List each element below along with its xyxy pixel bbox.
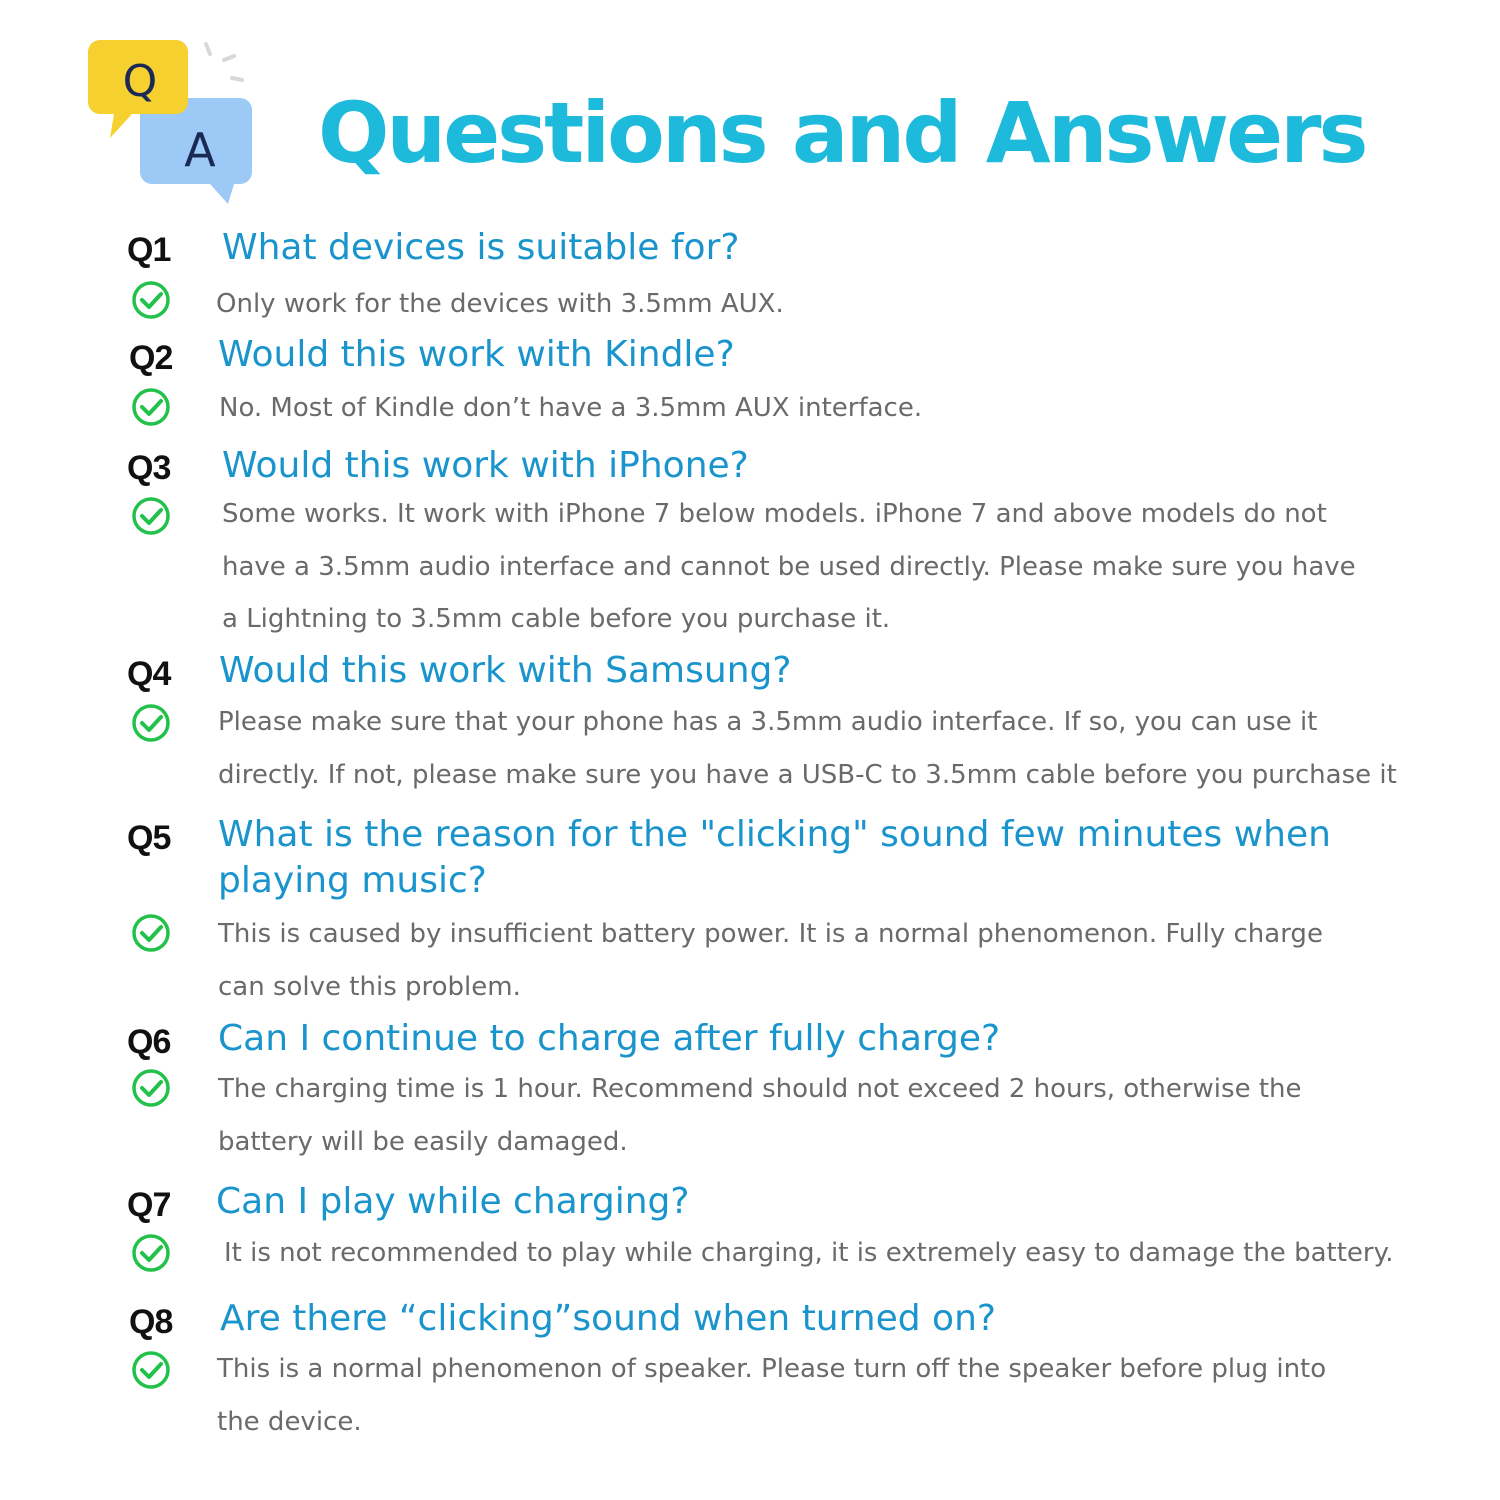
question-text-q4: Would this work with Samsung? — [219, 650, 792, 691]
answer-line: Only work for the devices with 3.5mm AUX. — [216, 289, 784, 319]
answer-line: battery will be easily damaged. — [218, 1127, 628, 1157]
question-text-q3: Would this work with iPhone? — [222, 445, 749, 486]
answer-line: This is a normal phenomenon of speaker. Please turn off the speaker before plug into — [217, 1354, 1327, 1384]
answer-line: Some works. It work with iPhone 7 below models. iPhone 7 and above models do not — [222, 499, 1327, 529]
answer-line: Please make sure that your phone has a 3.5mm audio interface. If so, you can use it — [218, 707, 1318, 737]
check-circle-icon — [131, 496, 171, 536]
question-label-q3: Q3 — [127, 449, 171, 487]
question-label-q6: Q6 — [127, 1023, 171, 1061]
answer-line: can solve this problem. — [218, 972, 521, 1002]
question-label-q5: Q5 — [127, 819, 171, 857]
question-text-q7: Can I play while charging? — [216, 1181, 690, 1222]
answer-line: directly. If not, please make sure you have a USB-C to 3.5mm cable before you purchase it — [218, 760, 1397, 790]
check-circle-icon — [131, 703, 171, 743]
question-label-q7: Q7 — [127, 1186, 171, 1224]
check-circle-icon — [131, 1350, 171, 1390]
question-label-q4: Q4 — [127, 655, 171, 693]
question-text-q5-line2: playing music? — [218, 860, 487, 901]
question-label-q2: Q2 — [129, 339, 173, 377]
answer-line: It is not recommended to play while charging, it is extremely easy to damage the battery. — [224, 1238, 1394, 1268]
question-text-q8: Are there “clicking”sound when turned on? — [220, 1298, 997, 1339]
check-circle-icon — [131, 1068, 171, 1108]
question-text-q2: Would this work with Kindle? — [218, 334, 735, 375]
page-title: Questions and Answers — [318, 84, 1366, 182]
answer-line: have a 3.5mm audio interface and cannot be used directly. Please make sure you have — [222, 552, 1356, 582]
answer-line: a Lightning to 3.5mm cable before you purchase it. — [222, 604, 891, 634]
question-label-q1: Q1 — [127, 231, 171, 269]
check-circle-icon — [131, 913, 171, 953]
answer-line: This is caused by insufficient battery power. It is a normal phenomenon. Fully charge — [218, 919, 1323, 949]
check-circle-icon — [131, 1233, 171, 1273]
logo-a-letter: A — [184, 123, 216, 177]
answer-line: the device. — [217, 1407, 362, 1437]
check-circle-icon — [131, 280, 171, 320]
question-text-q6: Can I continue to charge after fully charge? — [218, 1018, 1001, 1059]
question-text-q5: What is the reason for the "clicking" sound few minutes when — [218, 814, 1331, 855]
qa-logo-icon — [82, 36, 258, 204]
question-text-q1: What devices is suitable for? — [222, 227, 740, 268]
check-circle-icon — [131, 387, 171, 427]
question-label-q8: Q8 — [129, 1303, 173, 1341]
answer-line: No. Most of Kindle don’t have a 3.5mm AUX interface. — [219, 393, 923, 423]
logo-q-letter: Q — [122, 56, 158, 107]
answer-line: The charging time is 1 hour. Recommend should not exceed 2 hours, otherwise the — [218, 1074, 1302, 1104]
